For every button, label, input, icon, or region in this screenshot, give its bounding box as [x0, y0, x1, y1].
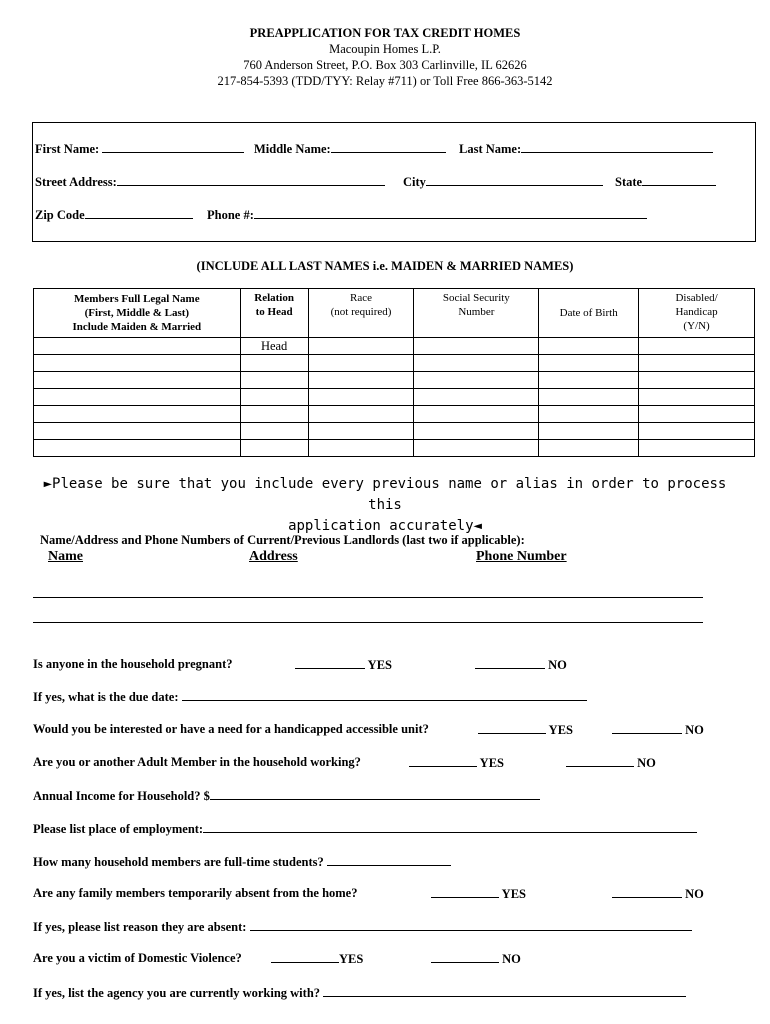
absent-reason-label: If yes, please list reason they are absent: [33, 920, 247, 934]
header-date-of-birth: Date of Birth [539, 289, 639, 338]
middle-name-field[interactable] [254, 141, 446, 157]
city-label: City [403, 175, 426, 189]
currency-symbol: $ [203, 789, 210, 803]
landlord-col-name: Name [48, 549, 83, 564]
table-header-row [34, 289, 755, 338]
pregnant-yes-field[interactable]: YES [295, 657, 392, 673]
first-name-field[interactable] [35, 141, 244, 157]
question-pregnant: Is anyone in the household pregnant? [33, 657, 233, 671]
table-row [34, 440, 755, 457]
annual-income-label: Annual Income for Household? [33, 789, 201, 803]
phone-label: Phone #: [207, 208, 254, 222]
dv-yes-field[interactable]: YES [271, 951, 363, 967]
first-name-label: First Name: [35, 142, 100, 156]
alias-notice: ►Please be sure that you include every previous name or alias in order to process this application accurately◄ [43, 476, 727, 534]
dv-agency-field[interactable] [33, 985, 686, 1001]
due-date-field[interactable] [33, 689, 587, 705]
header-ssn: Social Security Number [414, 289, 539, 338]
table-row [34, 406, 755, 423]
absent-reason-field[interactable] [33, 919, 692, 935]
form-title: PREAPPLICATION FOR TAX CREDIT HOMES [249, 26, 521, 40]
working-yes-field[interactable]: YES [409, 755, 504, 771]
students-label: How many household members are full-time students? [33, 855, 324, 869]
landlord-col-phone: Phone Number [476, 549, 567, 564]
household-members-table [33, 288, 755, 457]
table-row [34, 372, 755, 389]
street-address-label: Street Address: [35, 175, 117, 189]
working-no-field[interactable]: NO [566, 755, 656, 771]
table-row [34, 423, 755, 440]
organization-address: 760 Anderson Street, P.O. Box 303 Carlinville, IL 62626 [243, 58, 527, 72]
landlord-line-1[interactable] [33, 597, 703, 598]
table-row [34, 355, 755, 372]
middle-name-label: Middle Name: [254, 142, 331, 156]
state-field[interactable] [615, 174, 716, 190]
absent-no-field[interactable]: NO [612, 886, 704, 902]
state-label: State [615, 175, 643, 189]
table-row [34, 338, 755, 355]
organization-name: Macoupin Homes L.P. [329, 42, 441, 56]
annual-income-field[interactable] [33, 788, 540, 804]
employment-field[interactable] [33, 821, 697, 837]
question-working: Are you or another Adult Member in the household working? [33, 755, 361, 769]
question-dv-victim: Are you a victim of Domestic Violence? [33, 951, 242, 965]
handicap-no-field[interactable]: NO [612, 722, 704, 738]
dv-no-field[interactable]: NO [431, 951, 521, 967]
table-row [34, 389, 755, 406]
street-address-field[interactable] [35, 174, 385, 190]
relation-head-cell: Head [240, 338, 308, 355]
header-disabled: Disabled/ Handicap (Y/N) [639, 289, 755, 338]
phone-field[interactable] [207, 207, 647, 223]
include-last-names-note: (INCLUDE ALL LAST NAMES i.e. MAIDEN & MARRIED NAMES) [196, 259, 574, 273]
header-full-legal-name: Members Full Legal Name (First, Middle & Last) Include Maiden & Married [34, 289, 241, 338]
question-handicap-unit: Would you be interested or have a need for a handicapped accessible unit? [33, 722, 429, 736]
dv-agency-label: If yes, list the agency you are currently working with? [33, 986, 321, 1000]
header-race: Race (not required) [308, 289, 414, 338]
landlord-col-address: Address [249, 549, 298, 564]
absent-yes-field[interactable]: YES [431, 886, 526, 902]
zip-code-field[interactable] [35, 207, 193, 223]
header-relation: Relation to Head [240, 289, 308, 338]
pregnant-no-field[interactable]: NO [475, 657, 567, 673]
last-name-field[interactable] [459, 141, 713, 157]
organization-phone: 217-854-5393 (TDD/TYY: Relay #711) or Toll Free 866-363-5142 [217, 74, 553, 88]
handicap-yes-field[interactable]: YES [478, 722, 573, 738]
landlord-line-2[interactable] [33, 622, 703, 623]
city-field[interactable] [403, 174, 603, 190]
last-name-label: Last Name: [459, 142, 522, 156]
employment-label: Please list place of employment: [33, 822, 204, 836]
students-field[interactable] [33, 854, 451, 870]
landlords-label: Name/Address and Phone Numbers of Current/Previous Landlords (last two if applicable): [40, 533, 525, 547]
question-absent: Are any family members temporarily absent from the home? [33, 886, 358, 900]
due-date-label: If yes, what is the due date: [33, 690, 179, 704]
zip-code-label: Zip Code [35, 208, 85, 222]
